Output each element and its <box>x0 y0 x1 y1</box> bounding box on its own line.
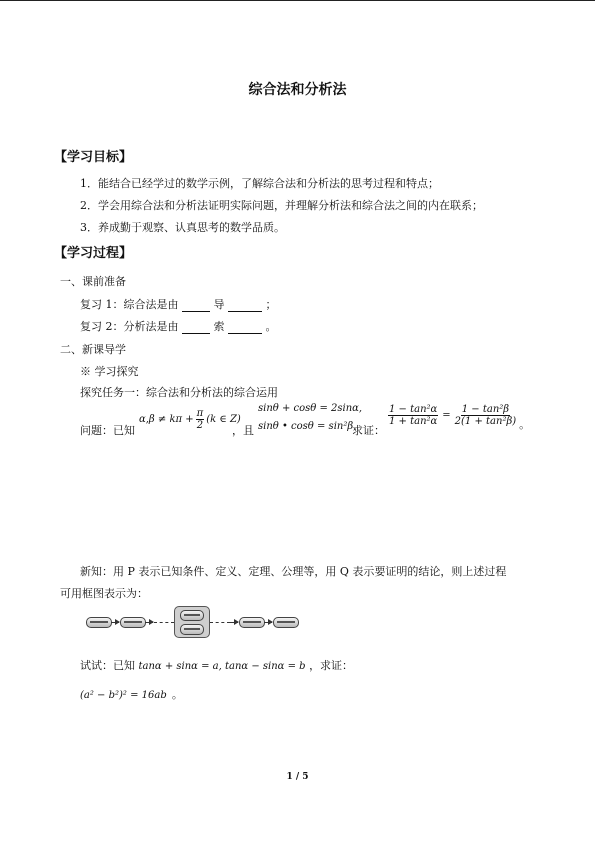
flow-diagram <box>86 606 301 636</box>
flow-arrow-1 <box>111 622 119 623</box>
problem-lead: 问题：已知 <box>80 424 135 437</box>
explore-label: ※ 学习探究 <box>80 365 139 378</box>
review-2-blank-b[interactable] <box>228 333 262 334</box>
new-knowledge-line-1: 新知：用 P 表示已知条件、定义、定理、公理等，用 Q 表示要证明的结论，则上述过程 <box>80 565 507 578</box>
flow-center-box <box>174 606 210 638</box>
problem-condition <box>139 406 241 432</box>
exercise-line <box>80 657 353 673</box>
exercise-given: tanα + sinα = a, tanα − sinα = b <box>138 661 306 672</box>
part1-label: 一、课前准备 <box>60 275 126 288</box>
flow-box-3 <box>239 617 265 628</box>
equation-2: sinθ • cosθ = sin²β, <box>258 421 357 432</box>
review-2-mid: 索 <box>213 320 225 333</box>
top-rule <box>0 0 595 1</box>
flow-center-box-top <box>180 610 204 621</box>
condition-fraction-num: π <box>196 407 204 419</box>
exercise-result-line <box>80 683 183 702</box>
review-1-blank-b[interactable] <box>228 311 262 312</box>
flow-center-box-bottom <box>180 624 204 635</box>
rhs-fraction <box>455 404 516 427</box>
page-number: 1 / 5 <box>286 772 309 782</box>
equation-1: sinθ + cosθ = 2sinα, <box>258 403 363 414</box>
flow-box-4 <box>273 617 299 628</box>
page-title: 综合法和分析法 <box>248 82 347 98</box>
review-1-prefix: 复习 1：综合法是由 <box>80 298 179 311</box>
review-1-blank-a[interactable] <box>182 311 210 312</box>
flow-arrow-4 <box>264 622 272 623</box>
review-1-mid: 导 <box>213 298 225 311</box>
rhs-num: 1 − tan²β <box>461 404 510 415</box>
exercise-end: 。 <box>171 688 183 701</box>
rhs-den: 2(1 + tan²β) <box>454 416 517 427</box>
problem-and: ，且 <box>232 424 254 437</box>
flow-box-2 <box>120 617 146 628</box>
flow-dots-1 <box>154 622 174 623</box>
objectives-heading: 【学习目标】 <box>54 150 133 165</box>
review-2-blank-a[interactable] <box>182 333 210 334</box>
review-1 <box>80 296 277 312</box>
condition-fraction <box>196 408 205 431</box>
problem-prove: 求证： <box>352 424 385 437</box>
lhs-num: 1 − tan²α <box>389 404 438 415</box>
review-1-end: ； <box>265 298 277 311</box>
lhs-den: 1 + tan²α <box>389 416 438 427</box>
review-2-end: 。 <box>265 320 277 333</box>
exercise-result: (a² − b²)² = 16ab <box>80 690 167 701</box>
problem-end: 。 <box>519 417 531 431</box>
equals-sign: = <box>442 410 451 421</box>
exercise-lead: 试试：已知 <box>80 659 135 672</box>
lhs-fraction <box>388 404 438 427</box>
review-2-prefix: 复习 2：分析法是由 <box>80 320 179 333</box>
flow-arrow-2 <box>145 622 153 623</box>
flow-dots-2 <box>210 622 230 623</box>
part2-label: 二、新课导学 <box>60 343 126 356</box>
objective-item-1: 1．能结合已经学过的数学示例，了解综合法和分析法的思考过程和特点； <box>80 177 439 190</box>
exercise-prove: ，求证： <box>309 659 354 672</box>
flow-arrow-3 <box>230 622 238 623</box>
proof-equation <box>388 404 531 431</box>
task1-label: 探究任务一：综合法和分析法的综合运用 <box>80 386 278 399</box>
new-knowledge-line-2: 可用框图表示为： <box>60 587 148 600</box>
condition-fraction-den: 2 <box>196 419 204 431</box>
condition-prefix: α,β ≠ kπ + <box>139 413 194 425</box>
review-2 <box>80 318 277 334</box>
objective-item-3: 3．养成勤于观察、认真思考的数学品质。 <box>80 221 285 234</box>
process-heading: 【学习过程】 <box>54 246 133 261</box>
condition-suffix: (k ∈ Z) <box>206 413 241 425</box>
flow-box-1 <box>86 617 112 628</box>
objective-item-2: 2．学会用综合法和分析法证明实际问题，并理解分析法和综合法之间的内在联系； <box>80 199 483 212</box>
